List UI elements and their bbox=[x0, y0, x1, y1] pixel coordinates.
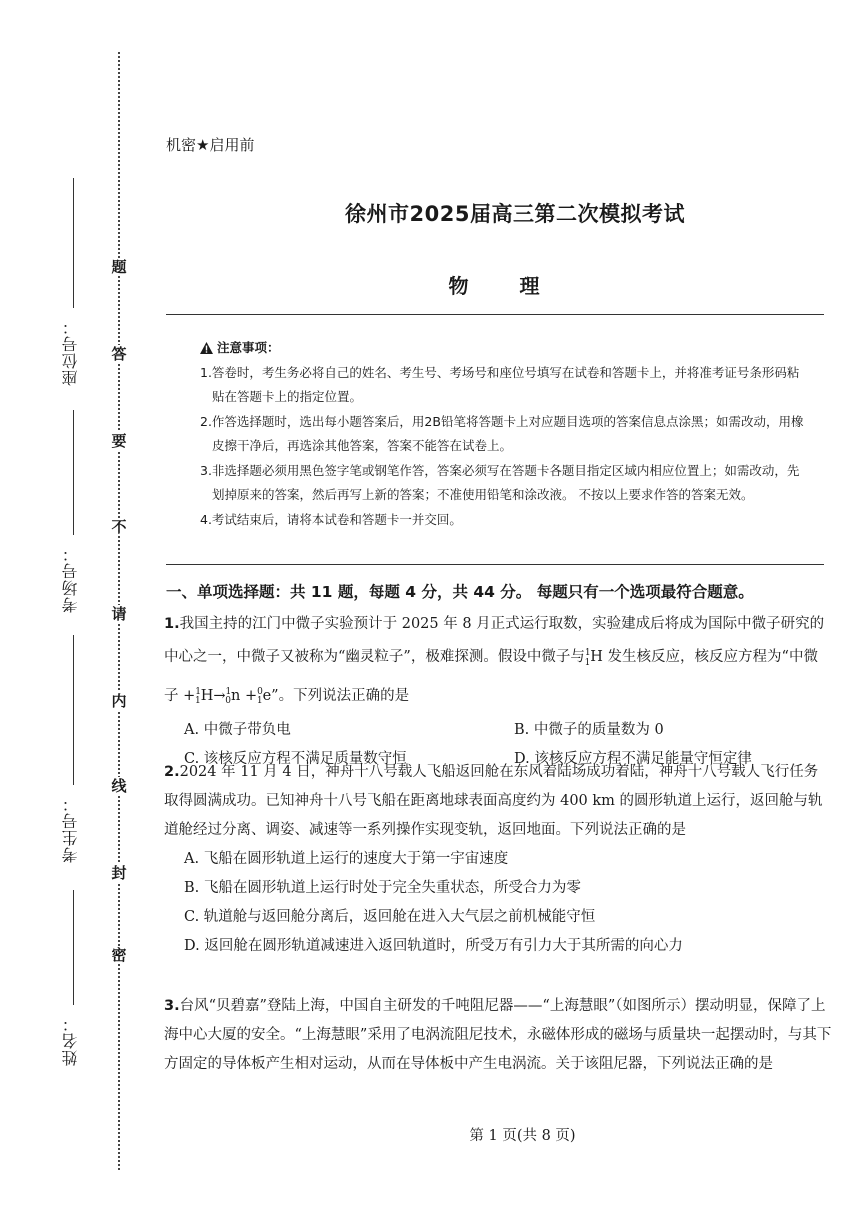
question-1 bbox=[164, 610, 832, 774]
seal-char: 内 bbox=[111, 692, 127, 710]
seal-char: 不 bbox=[111, 518, 127, 536]
stem-part: H 发生核反应，核反应方程为“中微子 + bbox=[164, 648, 818, 704]
stem-text: 台风“贝碧嘉”登陆上海，中国自主研发的千吨阻尼器——“上海慧眼”（如图所示）摆动明显，保障了上海中心大厦的安全。“上海慧眼”采用了电涡流阻尼技术，永磁体形成的磁场与质量块一起摆动时，与其下方固定的导体板产生相对运动，从而在导体板中产生电涡流。关于该阻尼器，下列说法正确的是 bbox=[164, 998, 832, 1072]
confidential-mark: 机密★启用前 bbox=[166, 136, 255, 154]
seal-char: 请 bbox=[111, 605, 127, 623]
warning-icon bbox=[200, 342, 213, 354]
question-stem bbox=[164, 992, 832, 1079]
exam-room-field[interactable] bbox=[50, 545, 90, 613]
stem-part: n + bbox=[231, 687, 258, 704]
seal-char: 密 bbox=[111, 946, 127, 964]
option-b: B. 中微子的质量数为 0 bbox=[514, 722, 664, 739]
exam-room-line bbox=[73, 410, 74, 535]
exam-room-label: 考场号： bbox=[60, 545, 80, 613]
divider-bottom bbox=[166, 564, 824, 565]
notice-item: 2.作答选择题时，选出每小题答案后，用2B铅笔将答题卡上对应题目选项的答案信息点涂黑；如需改动，用橡皮擦干净后，再选涂其他答案，答案不能答在试卷上。 bbox=[200, 413, 804, 453]
notice-box bbox=[200, 336, 810, 532]
seat-number-label: 座位号： bbox=[60, 318, 80, 386]
notice-heading-row bbox=[200, 336, 810, 361]
name-label: 姓名： bbox=[60, 1015, 80, 1066]
question-stem bbox=[164, 758, 832, 845]
seat-number-field[interactable] bbox=[50, 318, 90, 386]
stem-part: 我国主持的江门中微子实验预计于 2025 年 8 月正式运行取数，实验建成后将成为国际中微子研究的中心之一，中微子又被称为“幽灵粒子”，极难探测。假设中微子与 bbox=[164, 616, 825, 665]
candidate-number-field[interactable] bbox=[50, 795, 90, 863]
option-c: C. 轨道舱与返回舱分离后，返回舱在进入大气层之前机械能守恒 bbox=[184, 909, 596, 925]
name-line bbox=[73, 890, 74, 1005]
notice-heading: 注意事项： bbox=[217, 340, 280, 355]
question-2 bbox=[164, 758, 832, 961]
question-stem: 1.我国主持的江门中微子实验预计于 2025 年 8 月正式运行取数，实验建成后将成为国际中微子研究的中心之一，中微子又被称为“幽灵粒子”，极难探测。假设中微子与$^1_1$H 发生核反应，核反应方程为“中微子 +$^1_1$H→$^1_0$n +$^0_1$e”。下列说法正确的是 bbox=[164, 616, 825, 707]
notice-item: 3.非选择题必须用黑色签字笔或钢笔作答，答案必须写在答题卡各题目指定区域内相应位置上；如需改动，先划掉原来的答案，然后再写上新的答案；不准使用铅笔和涂改液。 不按以上要求作答的答案无效。 bbox=[200, 462, 800, 502]
name-field[interactable] bbox=[50, 1015, 90, 1066]
seal-char: 要 bbox=[111, 432, 127, 450]
exam-title: 徐州市2025届高三第二次模拟考试 bbox=[345, 202, 685, 226]
option-d: D. 该核反应方程不满足能量守恒定律 bbox=[514, 751, 752, 768]
page-number: 第 1 页(共 8 页) bbox=[469, 1128, 576, 1144]
option-b: B. 飞船在圆形轨道上运行时处于完全失重状态，所受合力为零 bbox=[184, 880, 581, 896]
question-number: 3. bbox=[164, 998, 180, 1014]
notice-item: 1.答卷时，考生务必将自己的姓名、考生号、考场号和座位号填写在试卷和答题卡上，并将准考证号条形码粘贴在答题卡上的指定位置。 bbox=[200, 364, 800, 404]
subject-title: 物 理 bbox=[448, 274, 562, 298]
stem-part: e”。下列说法正确的是 bbox=[262, 687, 410, 704]
candidate-number-line bbox=[73, 635, 74, 785]
stem-text: 2024 年 11 月 4 日，神舟十八号载人飞船返回舱在东风着陆场成功着陆，神舟十八号载人飞行任务取得圆满成功。已知神舟十八号飞船在距离地球表面高度约为 400 km 的圆形轨道上运行，返回舱与轨道舱经过分离、调姿、减速等一系列操作实现变轨，返回地面。下列说法正确的是 bbox=[164, 764, 823, 838]
seal-char: 题 bbox=[111, 258, 127, 276]
section-heading: 一、单项选择题：共 11 题，每题 4 分，共 44 分。 每题只有一个选项最符合题意。 bbox=[166, 583, 754, 601]
option-c: C. 该核反应方程不满足质量数守恒 bbox=[184, 751, 407, 768]
question-number: 1. bbox=[164, 616, 180, 632]
divider-top bbox=[166, 314, 824, 315]
question-number: 2. bbox=[164, 764, 180, 780]
question-3 bbox=[164, 992, 832, 1079]
stem-part: H→ bbox=[200, 687, 226, 704]
candidate-number-label: 考生号： bbox=[60, 795, 80, 863]
notice-item: 4.考试结束后，请将本试卷和答题卡一并交回。 bbox=[200, 511, 462, 527]
option-d: D. 返回舱在圆形轨道减速进入返回轨道时，所受万有引力大于其所需的向心力 bbox=[184, 938, 683, 954]
option-a: A. 中微子带负电 bbox=[184, 722, 291, 739]
option-a: A. 飞船在圆形轨道上运行的速度大于第一宇宙速度 bbox=[184, 851, 509, 867]
seal-char: 答 bbox=[111, 345, 127, 363]
seal-char: 封 bbox=[111, 864, 127, 882]
seal-char: 线 bbox=[111, 777, 127, 795]
